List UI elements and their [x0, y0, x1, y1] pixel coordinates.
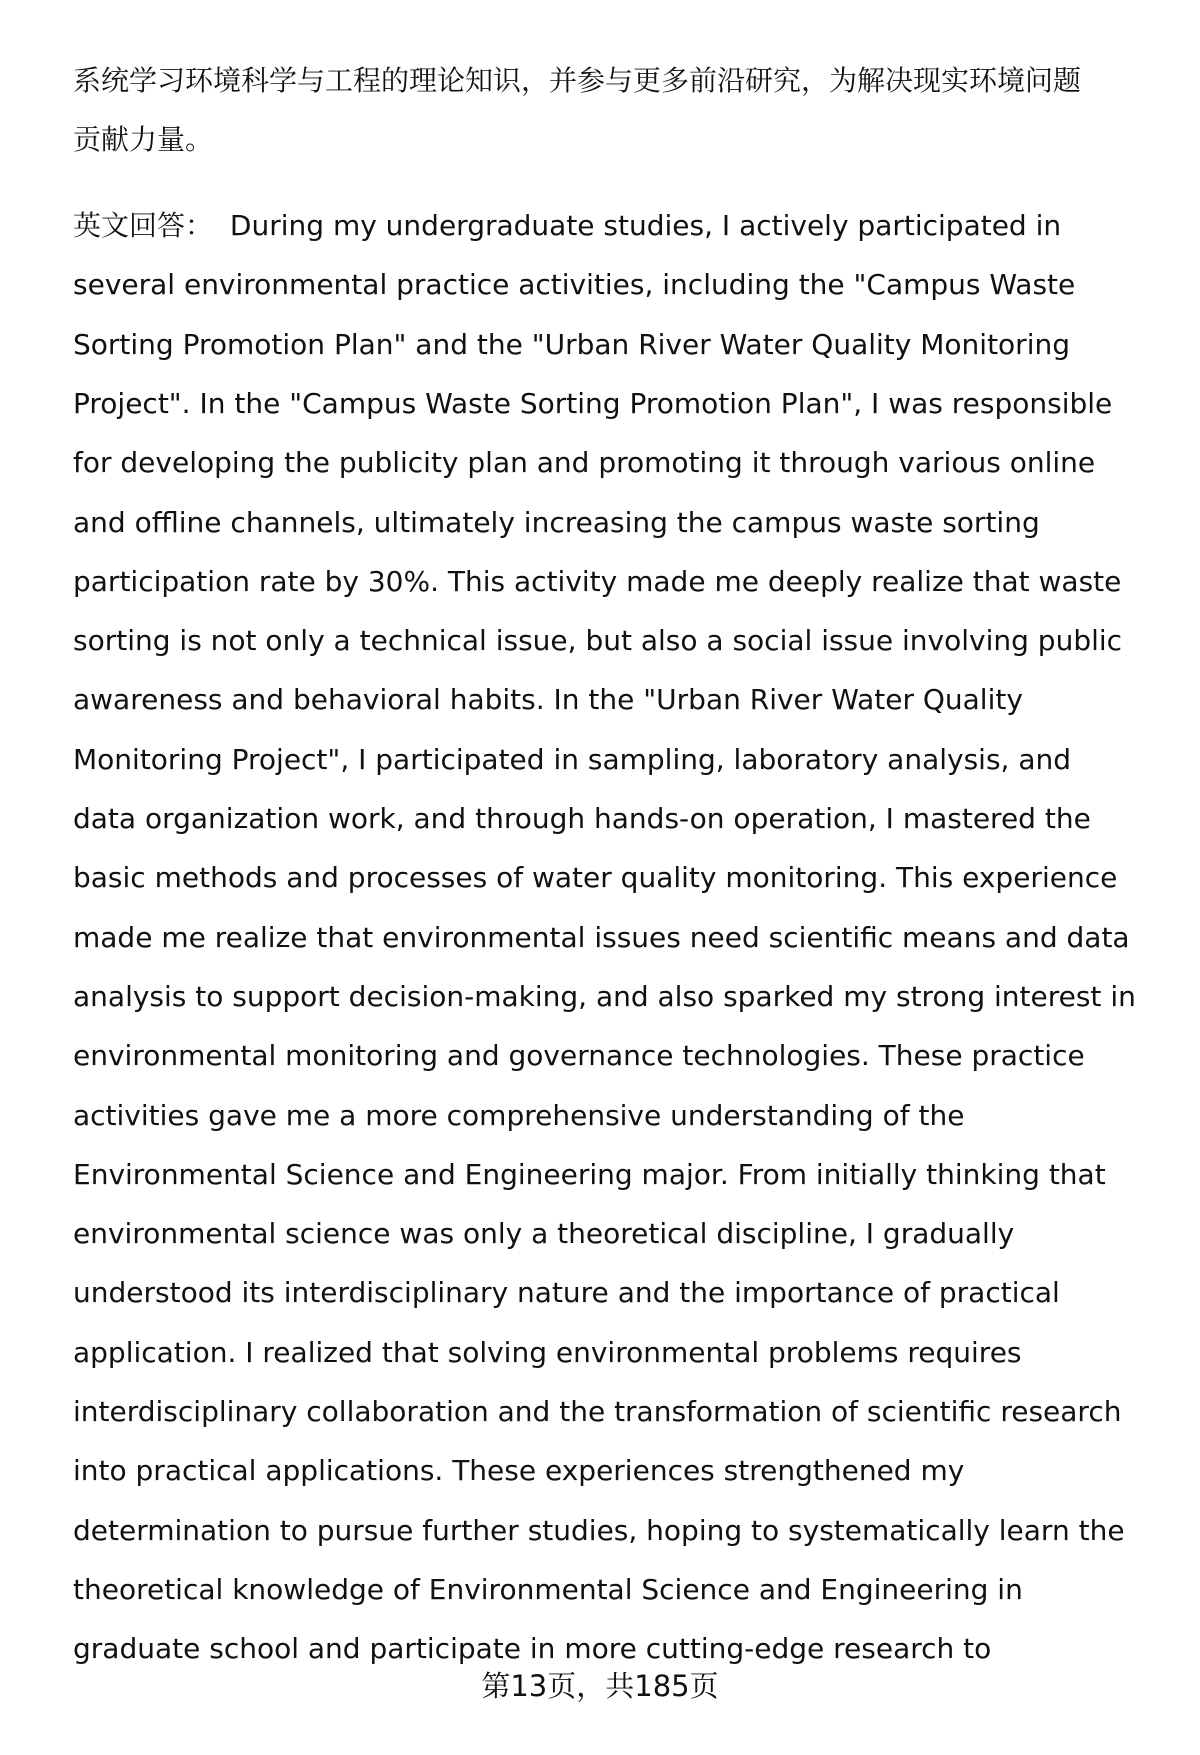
- paragraph-line: for developing the publicity plan and promoting it through various online: [73, 446, 1096, 480]
- paragraph-line: environmental science was only a theoretical discipline, I gradually: [73, 1217, 1015, 1251]
- paragraph-line: sorting is not only a technical issue, but also a social issue involving public: [73, 624, 1123, 658]
- english-answer-label: 英文回答：: [73, 209, 214, 242]
- paragraph-line: Project". In the "Campus Waste Sorting Promotion Plan", I was responsible: [73, 386, 1113, 420]
- paragraph-line: into practical applications. These experiences strengthened my: [73, 1454, 965, 1488]
- paragraph-line: basic methods and processes of water quality monitoring. This experience: [73, 861, 1118, 895]
- paragraph-line: Environmental Science and Engineering major. From initially thinking that: [73, 1157, 1106, 1191]
- paragraph-line: understood its interdisciplinary nature and the importance of practical: [73, 1276, 1060, 1310]
- paragraph-line: determination to pursue further studies, hoping to systematically learn the: [73, 1513, 1125, 1547]
- page-number-footer: 第13页，共185页: [481, 1669, 719, 1703]
- paragraph-line: and offline channels, ultimately increasing the campus waste sorting: [73, 505, 1040, 539]
- paragraph-line: several environmental practice activities, including the "Campus Waste: [73, 268, 1076, 302]
- paragraph-text: During my undergraduate studies, I actively participated in: [229, 209, 1062, 242]
- paragraph-line: Monitoring Project", I participated in sampling, laboratory analysis, and: [73, 742, 1072, 776]
- paragraph-line: participation rate by 30%. This activity made me deeply realize that waste: [73, 564, 1122, 598]
- paragraph-line: data organization work, and through hands-on operation, I mastered the: [73, 802, 1091, 835]
- paragraph-line: activities gave me a more comprehensive understanding of the: [73, 1098, 965, 1132]
- paragraph-line: 贡献力量。: [73, 123, 214, 156]
- paragraph-line: interdisciplinary collaboration and the transformation of scientific research: [73, 1395, 1122, 1428]
- paragraph-line: environmental monitoring and governance technologies. These practice: [73, 1039, 1085, 1073]
- paragraph-line: Sorting Promotion Plan" and the "Urban River Water Quality Monitoring: [73, 327, 1070, 361]
- paragraph-line: awareness and behavioral habits. In the "Urban River Water Quality: [73, 683, 1023, 717]
- english-answer-first-line: [73, 206, 1061, 246]
- paragraph-line: made me realize that environmental issues need scientific means and data: [73, 920, 1130, 954]
- paragraph-line: graduate school and participate in more cutting-edge research to: [73, 1632, 992, 1666]
- paragraph-line: theoretical knowledge of Environmental Science and Engineering in: [73, 1572, 1023, 1606]
- paragraph-line: 系统学习环境科学与工程的理论知识，并参与更多前沿研究，为解决现实环境问题: [73, 64, 1082, 97]
- paragraph-line: analysis to support decision-making, and also sparked my strong interest in: [73, 979, 1136, 1013]
- paragraph-line: application. I realized that solving environmental problems requires: [73, 1335, 1022, 1369]
